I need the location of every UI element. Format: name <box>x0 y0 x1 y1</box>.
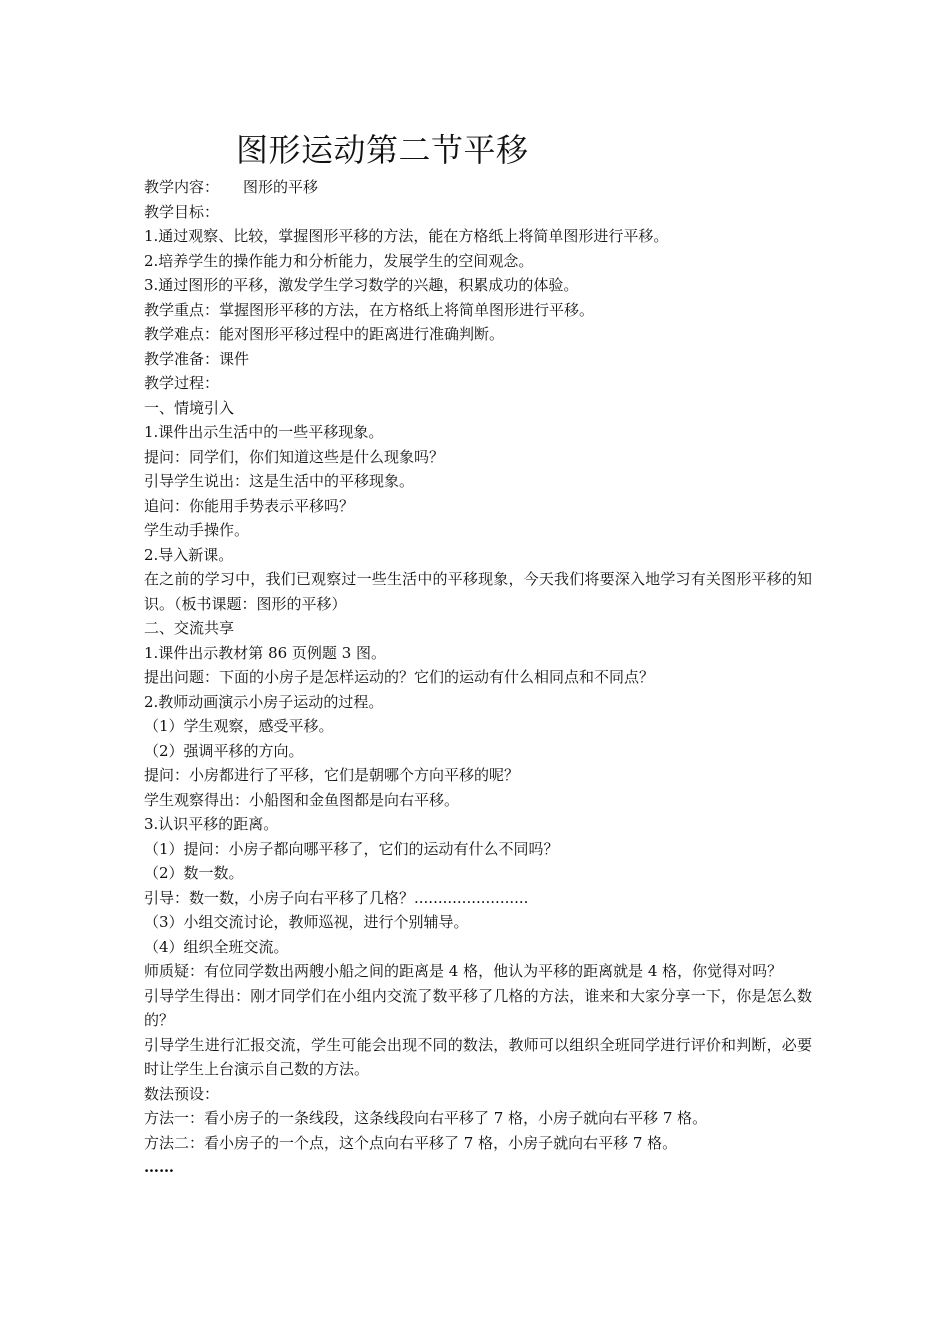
ellipsis-line: …… <box>144 1158 174 1176</box>
text-line: 2.培养学生的操作能力和分析能力，发展学生的空间观念。 <box>144 251 534 270</box>
text-line: （4）组织全班交流。 <box>144 937 289 956</box>
text-line: 方法二：看小房子的一个点，这个点向右平移了 7 格，小房子就向右平移 7 格。 <box>144 1133 678 1152</box>
text-line: 提问：同学们，你们知道这些是什么现象吗？ <box>144 447 445 466</box>
text-line: （3）小组交流讨论，教师巡视，进行个别辅导。 <box>144 913 469 931</box>
text-line: 教学过程： <box>144 374 220 392</box>
text-line: 引导：数一数，小房子向右平移了几格？........................ <box>144 888 529 907</box>
document-body <box>144 175 812 1180</box>
text-line: 学生观察得出：小船图和金鱼图都是向右平移。 <box>144 790 460 809</box>
text-line: （1）学生观察，感受平移。 <box>144 717 334 735</box>
text-line: 1.通过观察、比较，掌握图形平移的方法，能在方格纸上将简单图形进行平移。 <box>144 227 669 245</box>
text-line: 学生动手操作。 <box>144 521 250 539</box>
text-line: 提问：小房都进行了平移，它们是朝哪个方向平移的呢？ <box>144 766 520 784</box>
text-line: 提出问题：下面的小房子是怎样运动的？它们的运动有什么相同点和不同点？ <box>144 668 655 686</box>
content-value: 图形的平移 <box>243 178 319 196</box>
text-line: 教学重点：掌握图形平移的方法，在方格纸上将简单图形进行平移。 <box>144 300 595 319</box>
text-line: （2）强调平移的方向。 <box>144 741 304 760</box>
text-paragraph: 引导学生进行汇报交流，学生可能会出现不同的数法，教师可以组织全班同学进行评价和判断，必要时让学生上台演示自己数的方法。 <box>144 1035 812 1078</box>
text-line: （1）提问：小房子都向哪平移了，它们的运动有什么不同吗？ <box>144 839 559 858</box>
text-line: 2.教师动画演示小房子运动的过程。 <box>144 692 384 711</box>
text-line: 引导学生说出：这是生活中的平移现象。 <box>144 472 415 490</box>
text-line: 方法一：看小房子的一条线段，这条线段向右平移了 7 格，小房子就向右平移 7 格。 <box>144 1109 708 1127</box>
text-line: 1.课件出示生活中的一些平移现象。 <box>144 423 384 441</box>
text-line: 数法预设： <box>144 1084 220 1103</box>
text-line: 二、交流共享 <box>144 619 235 637</box>
content-line <box>144 175 812 200</box>
text-line: 教学准备：课件 <box>144 349 250 368</box>
content-label: 教学内容： <box>144 178 220 196</box>
text-line: 3.通过图形的平移，激发学生学习数学的兴趣，积累成功的体验。 <box>144 276 579 294</box>
text-paragraph: 引导学生得出：刚才同学们在小组内交流了数平移了几格的方法，谁来和大家分享一下，你是怎么数的？ <box>144 986 812 1029</box>
text-line: 3.认识平移的距离。 <box>144 815 279 833</box>
text-paragraph: 在之前的学习中，我们已观察过一些生活中的平移现象，今天我们将要深入地学习有关图形平移的知识。（板书课题：图形的平移） <box>144 570 812 613</box>
text-line: 一、情境引入 <box>144 398 235 417</box>
text-line: 教学目标： <box>144 202 220 221</box>
text-line: 教学难点：能对图形平移过程中的距离进行准确判断。 <box>144 325 505 343</box>
text-line: 追问：你能用手势表示平移吗？ <box>144 496 355 515</box>
document-title: 图形运动第二节平移 <box>236 131 529 169</box>
text-line: 2.导入新课。 <box>144 545 234 564</box>
text-line: 1.课件出示教材第 86 页例题 3 图。 <box>144 643 387 662</box>
text-paragraph: 师质疑：有位同学数出两艘小船之间的距离是 4 格，他认为平移的距离就是 4 格，你觉得对吗？ <box>144 962 783 980</box>
text-line: （2）数一数。 <box>144 864 244 882</box>
